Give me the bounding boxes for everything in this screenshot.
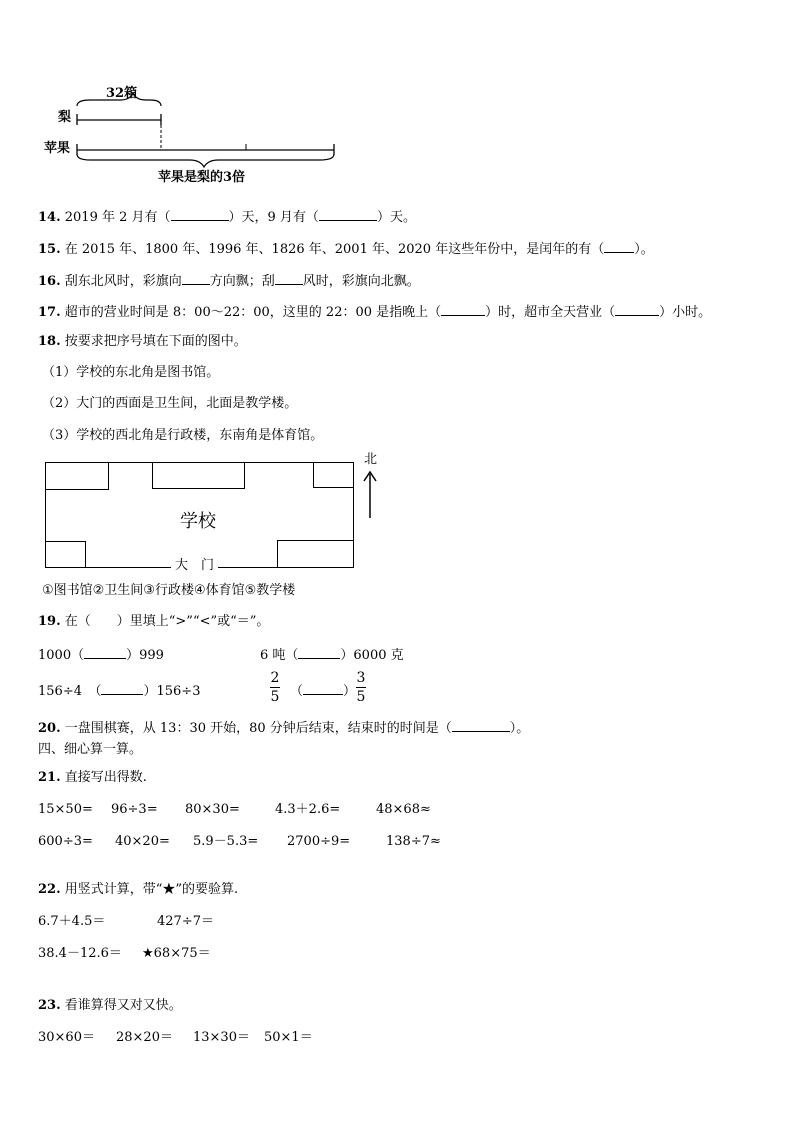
q14-text-1: 2019 年 2 月有（	[64, 210, 171, 225]
question-15	[38, 240, 654, 258]
q20-text-2: ）。	[509, 721, 530, 736]
q16-text-1: 刮东北风时，彩旗向	[64, 274, 182, 289]
q23-r1-c2: 28×20＝	[116, 1030, 173, 1045]
q21-r1-c1: 15×50=	[38, 802, 93, 817]
bottom-label: 苹果是梨的3倍	[158, 170, 246, 185]
q21-number: 21.	[38, 770, 61, 785]
question-20	[38, 719, 529, 737]
frac-b-denominator: 5	[356, 689, 366, 705]
q21-r2-c2: 40×20=	[115, 834, 170, 849]
q17-text-1: 超市的营业时间是 8：00～22：00，这里的 22：00 是指晚上（	[64, 305, 442, 320]
q16-number: 16.	[38, 274, 61, 289]
bottom-brace	[77, 154, 334, 167]
q19-number: 19.	[38, 614, 61, 629]
q17-text-3: ）小时。	[659, 305, 712, 320]
q19-frac-open: （	[290, 684, 304, 699]
q15-blank[interactable]	[604, 240, 634, 253]
school-label: 学校	[180, 511, 216, 532]
q23-r1-c4: 50×1＝	[264, 1030, 313, 1045]
q22-r2-c1: 38.4－12.6＝	[38, 946, 122, 961]
q23-r1-c3: 13×30＝	[193, 1030, 250, 1045]
q20-blank[interactable]	[452, 719, 510, 732]
q21-r1-c2: 96÷3=	[111, 802, 158, 817]
q21-r2-c4: 2700÷9=	[287, 834, 351, 849]
q16-blank-1[interactable]	[182, 272, 210, 285]
q22-r1-c1: 6.7＋4.5＝	[38, 914, 106, 929]
map-slot-northeast[interactable]	[313, 462, 354, 488]
q21-r1-c5: 48×68≈	[376, 802, 431, 817]
map-slot-southeast[interactable]	[277, 540, 354, 568]
map-slot-northwest[interactable]	[45, 462, 109, 490]
top-label: 32箱	[106, 86, 138, 101]
q23-title-text: 看谁算得又对又快。	[64, 998, 182, 1013]
q17-blank-2[interactable]	[615, 303, 659, 316]
q22-r1-c2: 427÷7＝	[157, 914, 214, 929]
question-16	[38, 272, 420, 290]
question-23-title	[38, 998, 182, 1014]
q15-text-2: ）。	[634, 242, 654, 257]
question-21-title	[38, 770, 147, 786]
q14-blank-2[interactable]	[319, 208, 377, 221]
q23-number: 23.	[38, 998, 61, 1013]
north-arrow-icon	[362, 470, 378, 520]
q19-r1r-text: 6 吨（	[260, 648, 299, 663]
q17-text-2: ）时，超市全天营业（	[485, 305, 616, 320]
q20-number: 20.	[38, 721, 61, 736]
q21-r2-c1: 600÷3=	[38, 834, 93, 849]
q19-row-2-right	[290, 682, 356, 700]
question-22-title	[38, 882, 238, 898]
section-4-heading: 四、细心算一算。	[38, 742, 143, 757]
q18-item-2: （2）大门的西面是卫生间，北面是教学楼。	[42, 396, 298, 411]
q21-r1-c3: 80×30=	[185, 802, 240, 817]
q23-r1-c1: 30×60＝	[38, 1030, 95, 1045]
q19-r1l-text: 1000（	[38, 648, 85, 663]
q22-number: 22.	[38, 882, 61, 897]
question-17	[38, 303, 711, 321]
q17-blank-1[interactable]	[441, 303, 485, 316]
q21-r1-c4: 4.3＋2.6=	[275, 802, 341, 817]
q19-r2l-end: ）156÷3	[143, 684, 201, 699]
q14-number: 14.	[38, 210, 61, 225]
q19-blank-3[interactable]	[101, 682, 143, 695]
q19-r1r-end: ）6000 克	[340, 648, 404, 663]
q19-frac-close: ）	[343, 684, 357, 699]
q21-title-text: 直接写出得数.	[64, 770, 147, 785]
q17-number: 17.	[38, 305, 61, 320]
question-18-title	[38, 334, 247, 350]
q16-blank-2[interactable]	[275, 272, 303, 285]
map-slot-southwest[interactable]	[45, 541, 86, 568]
q19-blank-2[interactable]	[298, 646, 340, 659]
q18-item-1: （1）学校的东北角是图书馆。	[42, 365, 220, 380]
question-19-title	[38, 614, 269, 630]
q19-row-1-left	[38, 646, 164, 664]
q14-blank-1[interactable]	[171, 208, 229, 221]
q15-number: 15.	[38, 242, 61, 257]
q20-text-1: 一盘围棋赛，从 13：30 开始，80 分钟后结束，结束时的时间是（	[64, 721, 452, 736]
q19-row-2-left	[38, 682, 200, 700]
q19-r2l-text: 156÷4 （	[38, 684, 102, 699]
north-label: 北	[364, 452, 378, 467]
frac-b-numerator: 3	[356, 670, 366, 686]
frac-a-denominator: 5	[270, 689, 280, 705]
q19-blank-1[interactable]	[84, 646, 126, 659]
q19-r1l-end: ）999	[126, 648, 164, 663]
frac-a-numerator: 2	[270, 670, 280, 686]
q18-legend: ①图书馆②卫生间③行政楼④体育馆⑤教学楼	[42, 583, 296, 598]
fraction-2-5	[270, 670, 280, 705]
question-14	[38, 208, 416, 226]
q18-item-3: （3）学校的西北角是行政楼，东南角是体育馆。	[42, 428, 324, 443]
q19-blank-4[interactable]	[303, 682, 343, 695]
q18-title-text: 按要求把序号填在下面的图中。	[64, 334, 247, 349]
q19-row-1-right	[260, 646, 404, 664]
q16-text-3: 风时，彩旗向北飘。	[302, 274, 420, 289]
apple-label: 苹果	[44, 141, 71, 156]
q22-r2-c2: ★68×75＝	[142, 946, 211, 961]
q19-title-text: 在（ ）里填上“>”“<”或“＝”。	[64, 614, 270, 629]
map-slot-north[interactable]	[152, 462, 245, 489]
pear-label: 梨	[58, 110, 72, 125]
q21-r2-c5: 138÷7≈	[386, 834, 441, 849]
q14-text-2: ）天，9 月有（	[228, 210, 319, 225]
q14-text-3: ）天。	[376, 210, 416, 225]
fraction-3-5	[356, 670, 366, 705]
gate-label: 大 门	[171, 558, 218, 574]
q18-number: 18.	[38, 334, 61, 349]
q22-title-text: 用竖式计算，带“★”的要验算.	[64, 882, 239, 897]
q21-r2-c3: 5.9－5.3=	[193, 834, 259, 849]
q15-text-1: 在 2015 年、1800 年、1996 年、1826 年、2001 年、2020 年这些年份中，是闰年的有（	[64, 242, 605, 257]
q16-text-2: 方向飘；刮	[209, 274, 275, 289]
